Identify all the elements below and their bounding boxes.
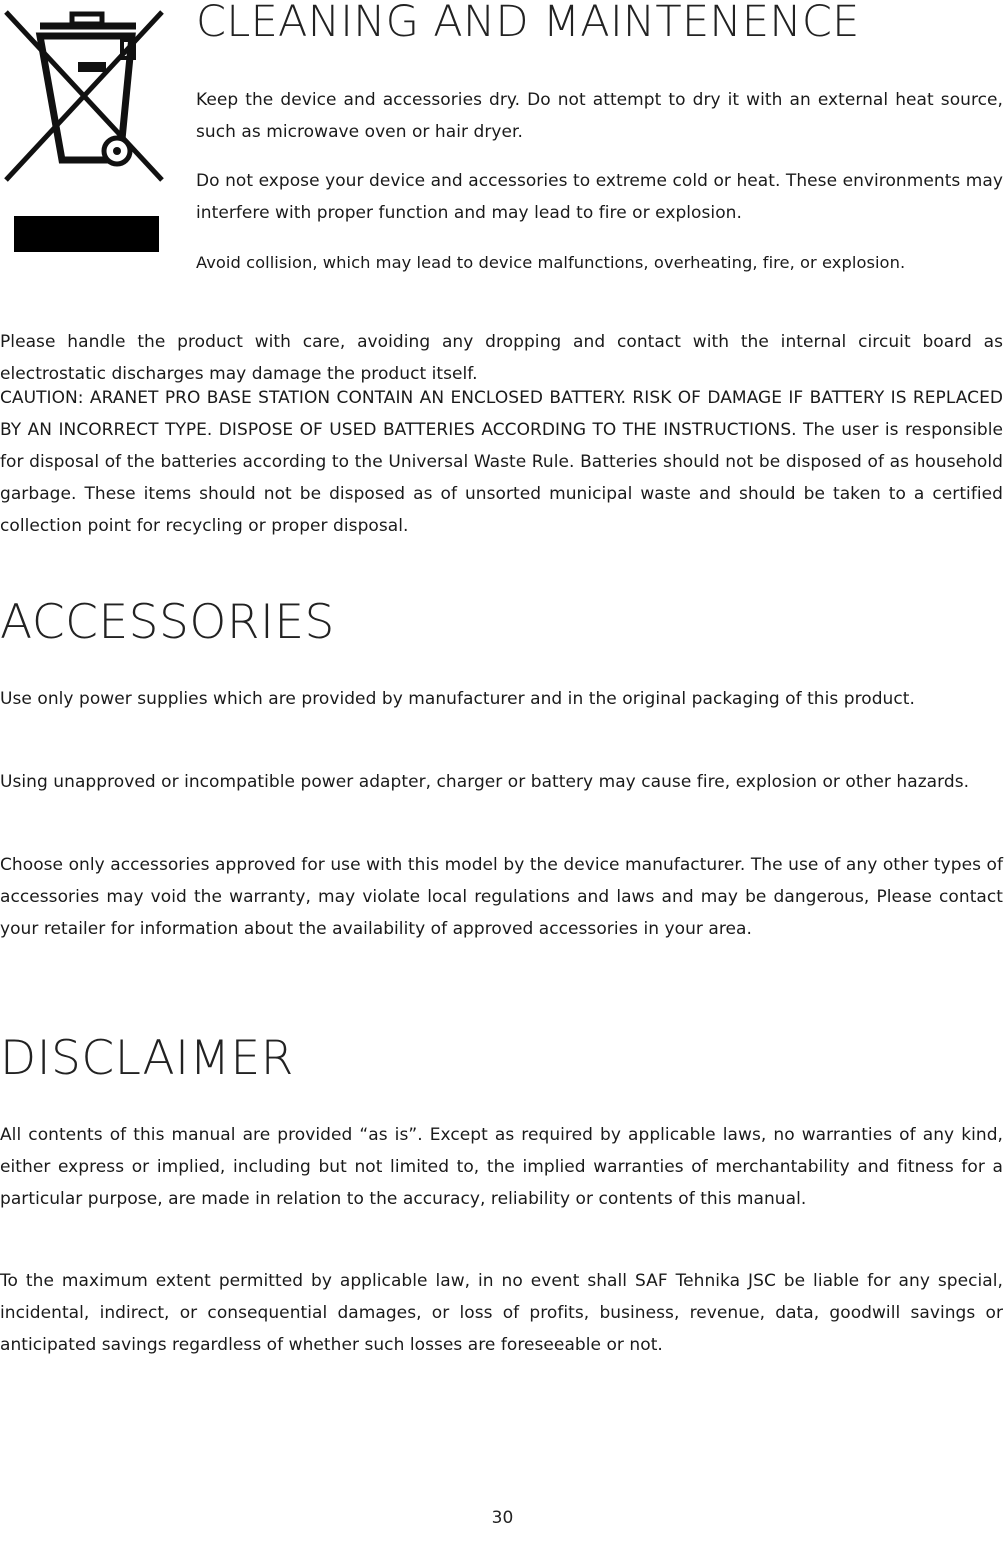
paragraph: Use only power supplies which are provided by manufacturer and in the original packaging of this product. <box>0 689 915 709</box>
cleaning-intro <box>196 0 1003 272</box>
paragraph: Please handle the product with care, avoiding any dropping and contact with the internal circuit board as electrostatic discharges may damage the product itself. <box>0 332 1003 384</box>
paragraph: All contents of this manual are provided “as is”. Except as required by applicable laws, no warranties of any kind, either express or implied, including but not limited to, the implied warranties of merchantability and fitness for a particular purpose, are made in relation to the accuracy, reliability or contents of this manual. <box>0 1125 1003 1209</box>
section-title-cleaning: CLEANING AND MAINTENENCE <box>196 0 860 47</box>
paragraph: To the maximum extent permitted by applicable law, in no event shall SAF Tehnika JSC be liable for any special, incidental, indirect, or consequential damages, or loss of profits, business, revenue, data, goodwill savings or anticipated savings regardless of whether such losses are foreseeable or not. <box>0 1271 1003 1355</box>
paragraph: Using unapproved or incompatible power adapter, charger or battery may cause fire, explosion or other hazards. <box>0 772 970 792</box>
paragraph: Avoid collision, which may lead to device malfunctions, overheating, fire, or explosion. <box>196 253 906 272</box>
paragraph: Do not expose your device and accessories to extreme cold or heat. These environments may interfere with proper function and may lead to fire or explosion. <box>196 171 1003 223</box>
page-number: 30 <box>491 1508 514 1528</box>
section-title-accessories: ACCESSORIES <box>0 595 335 650</box>
section-title-disclaimer: DISCLAIMER <box>0 1031 294 1086</box>
paragraph: Keep the device and accessories dry. Do not attempt to dry it with an external heat source, such as microwave oven or hair dryer. <box>196 90 1003 142</box>
paragraph: CAUTION: ARANET PRO BASE STATION CONTAIN AN ENCLOSED BATTERY. RISK OF DAMAGE IF BATTERY IS REPLACED BY AN INCORRECT TYPE. DISPOSE OF USED BATTERIES ACCORDING TO THE INSTRUCTIONS. The user is responsible for disposal of the batteries according to the Universal Waste Rule. Batteries should not be disposed of as household garbage. These items should not be disposed as of unsorted municipal waste and should be taken to a certified collection point for recycling or proper disposal. <box>0 388 1003 536</box>
crossed-out-wheelie-bin-icon <box>2 4 164 258</box>
paragraph: Choose only accessories approved for use with this model by the device manufacturer. The use of any other types of accessories may void the warranty, may violate local regulations and laws and may be dangerous, Please contact your retailer for information about the availability of approved accessories in your area. <box>0 855 1003 939</box>
